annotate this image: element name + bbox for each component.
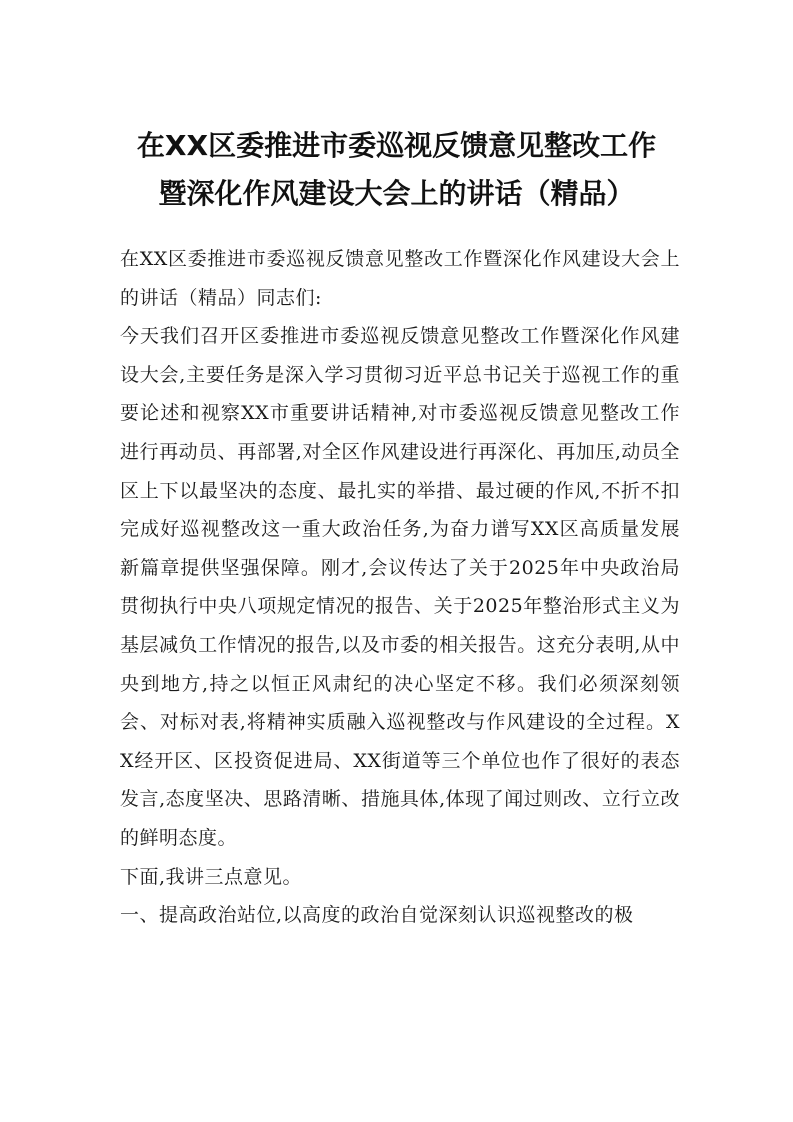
document-title <box>80 122 713 218</box>
paragraph-opening: 今天我们召开区委推进市委巡视反馈意见整改工作暨深化作风建设大会,主要任务是深入学习贯彻习近平总书记关于巡视工作的重要论述和视察XX市重要讲话精神,对市委巡视反馈意见整改工作进行再动员、再部署,对全区作风建设进行再深化、再加压,动员全区上下以最坚决的态度、最扎实的举措、最过硬的作风,不折不扣完成好巡视整改这一重大政治任务,为奋力谱写XX区高质量发展新篇章提供坚强保障。刚才,会议传达了关于2025年中央政治局贯彻执行中央八项规定情况的报告、关于2025年整治形式主义为基层减负工作情况的报告,以及市委的相关报告。这充分表明,从中央到地方,持之以恒正风肃纪的决心坚定不移。我们必须深刻领会、对标对表,将精神实质融入巡视整改与作风建设的全过程。XX经开区、区投资促进局、XX街道等三个单位也作了很好的表态发言,态度坚决、思路清晰、措施具体,体现了闻过则改、立行立改的鲜明态度。 <box>120 325 680 849</box>
paragraph-heading-salutation: 在XX区委推进市委巡视反馈意见整改工作暨深化作风建设大会上的讲话（精品）同志们: <box>120 248 680 309</box>
paragraph-transition: 下面,我讲三点意见。 <box>120 865 303 888</box>
title-line-1: 在XX区委推进市委巡视反馈意见整改工作 <box>136 129 657 162</box>
document-body <box>120 240 680 935</box>
title-line-2: 暨深化作风建设大会上的讲话（精品） <box>158 177 635 210</box>
paragraph-section-one: 一、提高政治站位,以高度的政治自觉深刻认识巡视整改的极 <box>120 904 634 927</box>
